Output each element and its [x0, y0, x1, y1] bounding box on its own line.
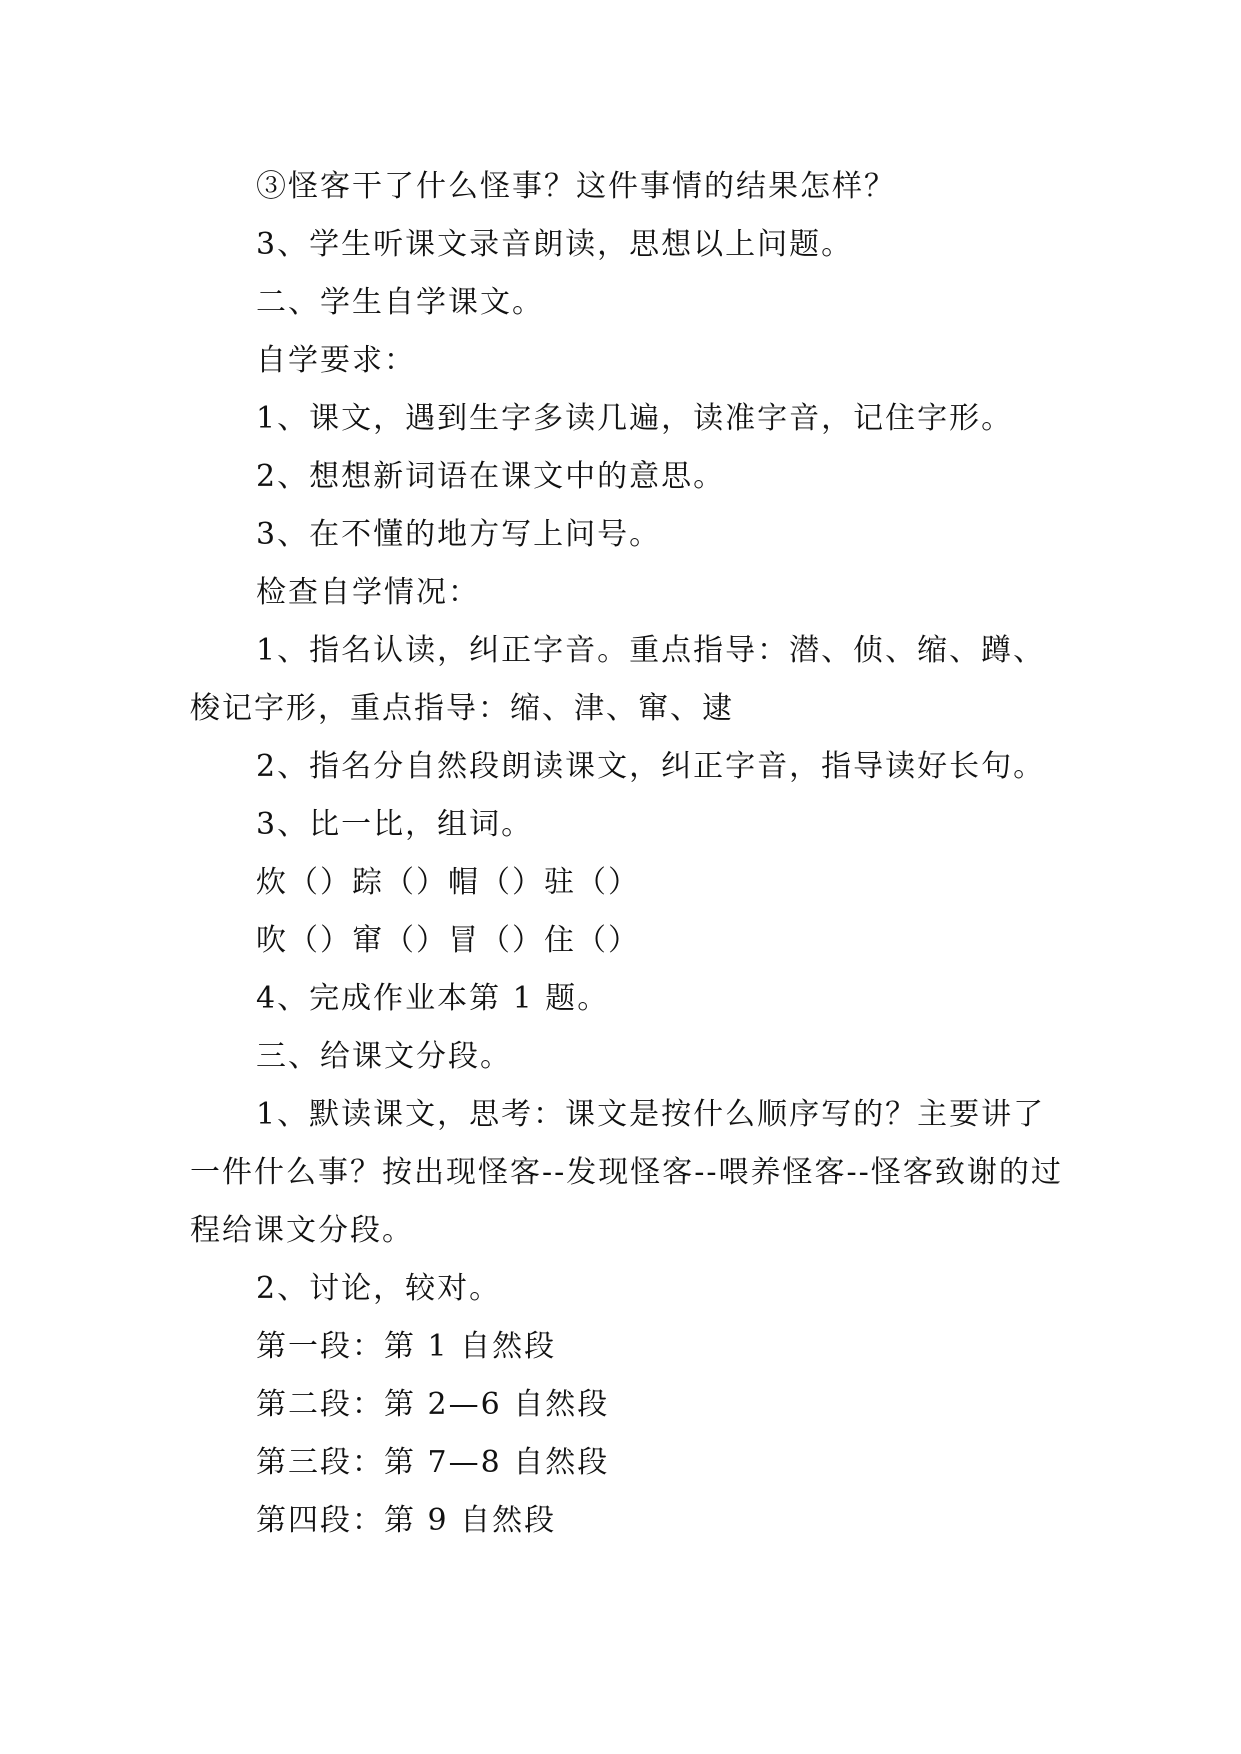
- paragraph-section-4: 第四段：第 9 自然段: [256, 1503, 557, 1538]
- paragraph-section-1: 第一段：第 1 自然段: [256, 1329, 557, 1364]
- paragraph-self-study-requirements: 自学要求：: [256, 343, 416, 378]
- paragraph-section-2: 第二段：第 2—6 自然段: [256, 1387, 610, 1422]
- paragraph-check-1: 1、指名认读，纠正字音。重点指导：潜、侦、缩、蹲、梭记字形，重点指导：缩、津、窜、逮: [190, 633, 1046, 726]
- paragraph-requirement-3: 3、在不懂的地方写上问号。: [256, 517, 662, 552]
- paragraph-divide-1: 1、默读课文，思考：课文是按什么顺序写的？主要讲了一件什么事？按出现怪客--发现怪客--喂养怪客--怪客致谢的过程给课文分段。: [190, 1097, 1063, 1248]
- paragraph-requirement-2: 2、想想新词语在课文中的意思。: [256, 459, 726, 494]
- paragraph-compare-row-1: 炊（）踪（）帽（）驻（）: [256, 865, 640, 900]
- paragraph-check-2: 2、指名分自然段朗读课文，纠正字音，指导读好长句。: [256, 749, 1046, 784]
- section-heading-self-study: 二、学生自学课文。: [256, 285, 544, 320]
- paragraph-compare-row-2: 吹（）窜（）冒（）住（）: [256, 923, 640, 958]
- paragraph-question-3: ③怪客干了什么怪事？这件事情的结果怎样？: [256, 169, 896, 204]
- paragraph-check-4: 4、完成作业本第 1 题。: [256, 981, 610, 1016]
- section-heading-divide-text: 三、给课文分段。: [256, 1039, 512, 1074]
- paragraph-check-3: 3、比一比，组词。: [256, 807, 534, 842]
- paragraph-requirement-1: 1、课文，遇到生字多读几遍，读准字音，记住字形。: [256, 401, 1014, 436]
- paragraph-listen-recording: 3、学生听课文录音朗读，思想以上问题。: [256, 227, 854, 262]
- paragraph-divide-2: 2、讨论，较对。: [256, 1271, 502, 1306]
- paragraph-section-3: 第三段：第 7—8 自然段: [256, 1445, 610, 1480]
- paragraph-check-self-study: 检查自学情况：: [256, 575, 480, 610]
- document-body: [190, 158, 1070, 1550]
